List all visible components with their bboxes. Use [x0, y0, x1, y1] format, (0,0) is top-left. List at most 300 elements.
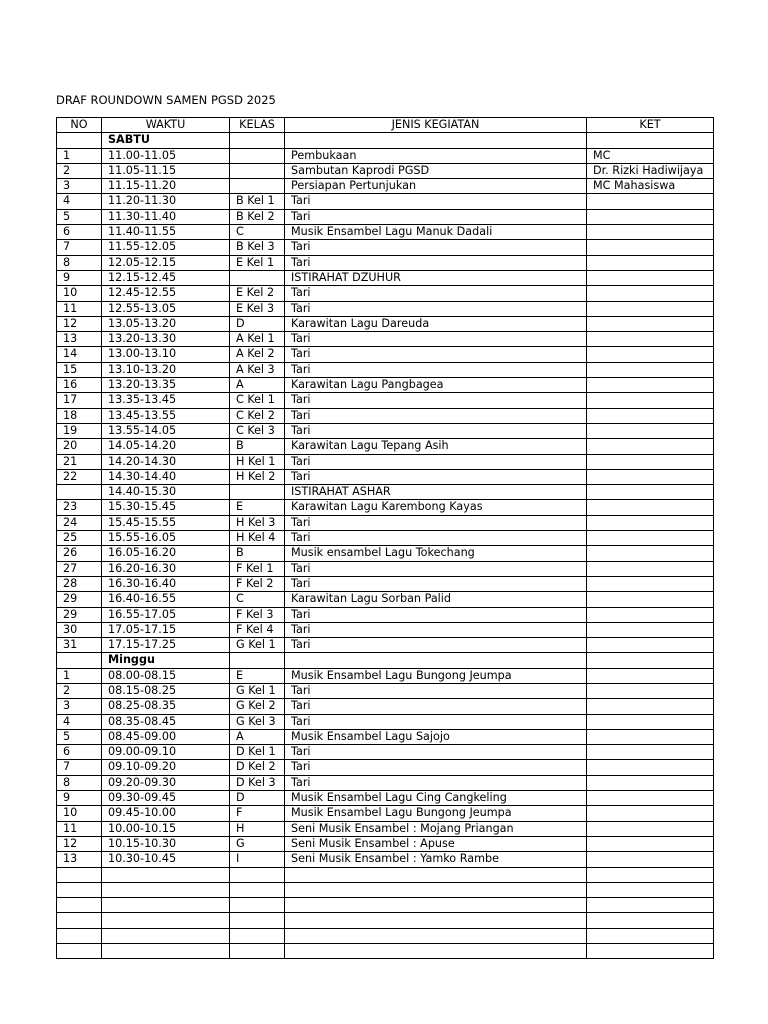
cell-jenis-kegiatan — [285, 133, 587, 148]
cell-waktu — [102, 898, 230, 913]
cell-no: 10 — [57, 286, 102, 301]
cell-no: 27 — [57, 561, 102, 576]
cell-no: 30 — [57, 622, 102, 637]
cell-waktu: 14.30-14.40 — [102, 469, 230, 484]
cell-no: 11 — [57, 821, 102, 836]
cell-waktu: 16.20-16.30 — [102, 561, 230, 576]
table-row — [57, 806, 714, 821]
cell-jenis-kegiatan — [285, 944, 587, 959]
cell-no: 9 — [57, 791, 102, 806]
table-row — [57, 653, 714, 668]
cell-ket — [587, 913, 714, 928]
table-row — [57, 163, 714, 178]
cell-waktu: 09.20-09.30 — [102, 775, 230, 790]
table-body — [57, 133, 714, 959]
cell-no: 1 — [57, 148, 102, 163]
cell-no: 13 — [57, 332, 102, 347]
cell-no: 29 — [57, 607, 102, 622]
cell-kelas: B Kel 2 — [230, 209, 285, 224]
cell-ket — [587, 653, 714, 668]
cell-waktu: 09.00-09.10 — [102, 745, 230, 760]
cell-waktu: 08.25-08.35 — [102, 699, 230, 714]
cell-ket — [587, 760, 714, 775]
cell-kelas: C — [230, 592, 285, 607]
cell-kelas: B — [230, 546, 285, 561]
cell-waktu: 15.55-16.05 — [102, 531, 230, 546]
cell-kelas: E — [230, 668, 285, 683]
cell-jenis-kegiatan: Seni Musik Ensambel : Yamko Rambe — [285, 852, 587, 867]
table-row — [57, 194, 714, 209]
cell-kelas: F Kel 4 — [230, 622, 285, 637]
cell-no: 5 — [57, 729, 102, 744]
cell-waktu: 11.20-11.30 — [102, 194, 230, 209]
table-row — [57, 699, 714, 714]
cell-jenis-kegiatan — [285, 867, 587, 882]
cell-ket — [587, 546, 714, 561]
table-row — [57, 836, 714, 851]
cell-ket — [587, 668, 714, 683]
cell-kelas: H Kel 1 — [230, 454, 285, 469]
cell-kelas — [230, 928, 285, 943]
cell-no: 14 — [57, 347, 102, 362]
table-row — [57, 469, 714, 484]
cell-ket — [587, 500, 714, 515]
cell-jenis-kegiatan: Tari — [285, 607, 587, 622]
cell-waktu: 11.15-11.20 — [102, 179, 230, 194]
cell-ket — [587, 561, 714, 576]
cell-jenis-kegiatan: ISTIRAHAT DZUHUR — [285, 270, 587, 285]
cell-ket — [587, 898, 714, 913]
cell-waktu: 13.45-13.55 — [102, 408, 230, 423]
cell-ket — [587, 531, 714, 546]
cell-ket: Dr. Rizki Hadiwijaya — [587, 163, 714, 178]
cell-ket — [587, 592, 714, 607]
cell-no: 24 — [57, 515, 102, 530]
table-row — [57, 500, 714, 515]
cell-no — [57, 882, 102, 897]
header-no: NO — [57, 118, 102, 133]
cell-jenis-kegiatan: Persiapan Pertunjukan — [285, 179, 587, 194]
cell-kelas: A — [230, 729, 285, 744]
cell-kelas: A Kel 3 — [230, 362, 285, 377]
cell-kelas: G Kel 3 — [230, 714, 285, 729]
table-row — [57, 362, 714, 377]
cell-kelas: D Kel 1 — [230, 745, 285, 760]
cell-no: 10 — [57, 806, 102, 821]
table-row — [57, 729, 714, 744]
cell-waktu: 10.00-10.15 — [102, 821, 230, 836]
cell-kelas — [230, 163, 285, 178]
cell-jenis-kegiatan: Karawitan Lagu Karembong Kayas — [285, 500, 587, 515]
cell-ket — [587, 683, 714, 698]
table-row — [57, 408, 714, 423]
cell-ket — [587, 714, 714, 729]
cell-ket — [587, 347, 714, 362]
cell-waktu: 13.20-13.30 — [102, 332, 230, 347]
cell-waktu: 14.20-14.30 — [102, 454, 230, 469]
cell-ket: MC Mahasiswa — [587, 179, 714, 194]
cell-jenis-kegiatan: Tari — [285, 561, 587, 576]
cell-jenis-kegiatan: Tari — [285, 760, 587, 775]
cell-waktu: 13.20-13.35 — [102, 378, 230, 393]
cell-no: 17 — [57, 393, 102, 408]
table-row — [57, 668, 714, 683]
table-row — [57, 133, 714, 148]
cell-ket — [587, 332, 714, 347]
table-row — [57, 607, 714, 622]
cell-jenis-kegiatan: Musik Ensambel Lagu Sajojo — [285, 729, 587, 744]
cell-jenis-kegiatan: Tari — [285, 454, 587, 469]
cell-jenis-kegiatan: Tari — [285, 531, 587, 546]
cell-no — [57, 133, 102, 148]
cell-jenis-kegiatan: Seni Musik Ensambel : Apuse — [285, 836, 587, 851]
rundown-table — [56, 117, 714, 959]
cell-waktu: 11.55-12.05 — [102, 240, 230, 255]
cell-waktu: 16.05-16.20 — [102, 546, 230, 561]
cell-no — [57, 913, 102, 928]
cell-waktu: 08.15-08.25 — [102, 683, 230, 698]
cell-jenis-kegiatan — [285, 898, 587, 913]
table-row — [57, 485, 714, 500]
cell-no: 4 — [57, 714, 102, 729]
cell-kelas: E Kel 2 — [230, 286, 285, 301]
table-row — [57, 638, 714, 653]
cell-waktu: SABTU — [102, 133, 230, 148]
cell-ket — [587, 791, 714, 806]
cell-ket — [587, 622, 714, 637]
cell-waktu: 08.35-08.45 — [102, 714, 230, 729]
cell-kelas — [230, 179, 285, 194]
cell-no: 25 — [57, 531, 102, 546]
table-row — [57, 286, 714, 301]
cell-kelas: G — [230, 836, 285, 851]
cell-jenis-kegiatan: Tari — [285, 408, 587, 423]
cell-ket — [587, 209, 714, 224]
table-row — [57, 179, 714, 194]
cell-ket — [587, 225, 714, 240]
cell-ket — [587, 301, 714, 316]
cell-ket — [587, 821, 714, 836]
cell-ket — [587, 607, 714, 622]
cell-ket — [587, 867, 714, 882]
table-row — [57, 882, 714, 897]
cell-jenis-kegiatan: Tari — [285, 194, 587, 209]
document-title: DRAF ROUNDOWN SAMEN PGSD 2025 — [56, 93, 276, 107]
cell-no: 4 — [57, 194, 102, 209]
cell-no: 13 — [57, 852, 102, 867]
cell-kelas: B — [230, 439, 285, 454]
cell-kelas: B Kel 3 — [230, 240, 285, 255]
cell-ket — [587, 362, 714, 377]
cell-ket — [587, 806, 714, 821]
cell-kelas — [230, 867, 285, 882]
cell-kelas: E — [230, 500, 285, 515]
cell-no: 20 — [57, 439, 102, 454]
cell-no: 18 — [57, 408, 102, 423]
table-row — [57, 714, 714, 729]
cell-kelas: G Kel 2 — [230, 699, 285, 714]
table-row — [57, 821, 714, 836]
cell-kelas: H — [230, 821, 285, 836]
cell-waktu: 13.00-13.10 — [102, 347, 230, 362]
cell-no: 2 — [57, 683, 102, 698]
cell-jenis-kegiatan: Musik Ensambel Lagu Cing Cangkeling — [285, 791, 587, 806]
cell-jenis-kegiatan: Tari — [285, 423, 587, 438]
cell-kelas: G Kel 1 — [230, 638, 285, 653]
cell-kelas — [230, 882, 285, 897]
cell-kelas: H Kel 3 — [230, 515, 285, 530]
cell-jenis-kegiatan: Tari — [285, 683, 587, 698]
cell-kelas: F — [230, 806, 285, 821]
cell-jenis-kegiatan: Tari — [285, 362, 587, 377]
table-row — [57, 225, 714, 240]
header-waktu: WAKTU — [102, 118, 230, 133]
cell-ket — [587, 515, 714, 530]
cell-waktu: 11.30-11.40 — [102, 209, 230, 224]
cell-kelas: F Kel 3 — [230, 607, 285, 622]
cell-jenis-kegiatan: Karawitan Lagu Sorban Palid — [285, 592, 587, 607]
cell-kelas — [230, 133, 285, 148]
table-row — [57, 148, 714, 163]
cell-no: 23 — [57, 500, 102, 515]
cell-kelas: D Kel 3 — [230, 775, 285, 790]
cell-no: 3 — [57, 179, 102, 194]
cell-no: 9 — [57, 270, 102, 285]
cell-no — [57, 485, 102, 500]
table-row — [57, 301, 714, 316]
cell-jenis-kegiatan: Musik Ensambel Lagu Bungong Jeumpa — [285, 668, 587, 683]
cell-waktu — [102, 928, 230, 943]
cell-no — [57, 867, 102, 882]
cell-ket — [587, 469, 714, 484]
cell-waktu: 09.45-10.00 — [102, 806, 230, 821]
cell-ket — [587, 882, 714, 897]
cell-no: 31 — [57, 638, 102, 653]
table-row — [57, 561, 714, 576]
cell-kelas — [230, 898, 285, 913]
cell-kelas: E Kel 3 — [230, 301, 285, 316]
cell-kelas: H Kel 4 — [230, 531, 285, 546]
table-row — [57, 622, 714, 637]
cell-no: 21 — [57, 454, 102, 469]
cell-ket: MC — [587, 148, 714, 163]
cell-ket — [587, 270, 714, 285]
cell-waktu: 09.30-09.45 — [102, 791, 230, 806]
cell-jenis-kegiatan: Tari — [285, 469, 587, 484]
table-row — [57, 944, 714, 959]
table-row — [57, 209, 714, 224]
cell-ket — [587, 852, 714, 867]
cell-kelas: C Kel 1 — [230, 393, 285, 408]
cell-kelas: D — [230, 316, 285, 331]
cell-ket — [587, 378, 714, 393]
cell-kelas: E Kel 1 — [230, 255, 285, 270]
cell-kelas: F Kel 2 — [230, 576, 285, 591]
cell-waktu: 13.35-13.45 — [102, 393, 230, 408]
table-row — [57, 745, 714, 760]
cell-no — [57, 653, 102, 668]
cell-no — [57, 898, 102, 913]
header-jenis-kegiatan: JENIS KEGIATAN — [285, 118, 587, 133]
cell-jenis-kegiatan: Tari — [285, 515, 587, 530]
cell-jenis-kegiatan: Tari — [285, 699, 587, 714]
cell-jenis-kegiatan: Tari — [285, 714, 587, 729]
table-row — [57, 423, 714, 438]
cell-ket — [587, 944, 714, 959]
cell-jenis-kegiatan: Tari — [285, 576, 587, 591]
cell-jenis-kegiatan — [285, 653, 587, 668]
cell-kelas — [230, 270, 285, 285]
cell-waktu — [102, 882, 230, 897]
cell-kelas — [230, 148, 285, 163]
cell-waktu: 11.40-11.55 — [102, 225, 230, 240]
cell-waktu: 08.00-08.15 — [102, 668, 230, 683]
cell-kelas: A Kel 1 — [230, 332, 285, 347]
cell-ket — [587, 408, 714, 423]
cell-jenis-kegiatan: Karawitan Lagu Pangbagea — [285, 378, 587, 393]
header-kelas: KELAS — [230, 118, 285, 133]
cell-jenis-kegiatan: Tari — [285, 301, 587, 316]
table-header-row — [57, 118, 714, 133]
table-row — [57, 255, 714, 270]
cell-no: 11 — [57, 301, 102, 316]
cell-waktu: 15.45-15.55 — [102, 515, 230, 530]
cell-jenis-kegiatan: Tari — [285, 638, 587, 653]
table-row — [57, 378, 714, 393]
cell-no: 12 — [57, 316, 102, 331]
cell-kelas: B Kel 1 — [230, 194, 285, 209]
cell-waktu: 08.45-09.00 — [102, 729, 230, 744]
cell-waktu: 13.05-13.20 — [102, 316, 230, 331]
cell-waktu: 15.30-15.45 — [102, 500, 230, 515]
table-row — [57, 898, 714, 913]
cell-no: 22 — [57, 469, 102, 484]
cell-no: 8 — [57, 775, 102, 790]
cell-no — [57, 928, 102, 943]
table-row — [57, 913, 714, 928]
cell-waktu: 16.40-16.55 — [102, 592, 230, 607]
cell-jenis-kegiatan — [285, 913, 587, 928]
table-row — [57, 515, 714, 530]
cell-jenis-kegiatan: Tari — [285, 347, 587, 362]
cell-jenis-kegiatan: Pembukaan — [285, 148, 587, 163]
cell-ket — [587, 423, 714, 438]
cell-waktu: 16.55-17.05 — [102, 607, 230, 622]
table-row — [57, 592, 714, 607]
cell-waktu — [102, 867, 230, 882]
table-row — [57, 531, 714, 546]
cell-waktu: 16.30-16.40 — [102, 576, 230, 591]
cell-waktu: 12.05-12.15 — [102, 255, 230, 270]
cell-kelas: G Kel 1 — [230, 683, 285, 698]
cell-no: 5 — [57, 209, 102, 224]
cell-kelas: I — [230, 852, 285, 867]
table-row — [57, 791, 714, 806]
cell-ket — [587, 638, 714, 653]
cell-ket — [587, 286, 714, 301]
cell-ket — [587, 439, 714, 454]
cell-jenis-kegiatan: ISTIRAHAT ASHAR — [285, 485, 587, 500]
cell-ket — [587, 133, 714, 148]
cell-ket — [587, 928, 714, 943]
cell-waktu: 10.15-10.30 — [102, 836, 230, 851]
cell-no: 8 — [57, 255, 102, 270]
cell-waktu — [102, 913, 230, 928]
cell-jenis-kegiatan: Seni Musik Ensambel : Mojang Priangan — [285, 821, 587, 836]
table-row — [57, 546, 714, 561]
cell-jenis-kegiatan: Tari — [285, 255, 587, 270]
table-row — [57, 347, 714, 362]
table-row — [57, 454, 714, 469]
cell-jenis-kegiatan: Musik Ensambel Lagu Manuk Dadali — [285, 225, 587, 240]
cell-waktu: 14.40-15.30 — [102, 485, 230, 500]
cell-no: 26 — [57, 546, 102, 561]
cell-jenis-kegiatan: Tari — [285, 286, 587, 301]
cell-no: 6 — [57, 225, 102, 240]
table-row — [57, 683, 714, 698]
cell-no — [57, 944, 102, 959]
cell-no: 6 — [57, 745, 102, 760]
cell-waktu: 17.15-17.25 — [102, 638, 230, 653]
cell-jenis-kegiatan: Tari — [285, 745, 587, 760]
cell-kelas: A — [230, 378, 285, 393]
cell-kelas: D — [230, 791, 285, 806]
cell-ket — [587, 576, 714, 591]
cell-ket — [587, 485, 714, 500]
cell-waktu: 13.10-13.20 — [102, 362, 230, 377]
cell-kelas: C Kel 2 — [230, 408, 285, 423]
cell-waktu: 14.05-14.20 — [102, 439, 230, 454]
cell-jenis-kegiatan: Karawitan Lagu Tepang Asih — [285, 439, 587, 454]
cell-ket — [587, 454, 714, 469]
cell-jenis-kegiatan: Tari — [285, 209, 587, 224]
table-row — [57, 393, 714, 408]
cell-no: 7 — [57, 240, 102, 255]
table-row — [57, 316, 714, 331]
cell-no: 16 — [57, 378, 102, 393]
cell-jenis-kegiatan: Tari — [285, 622, 587, 637]
table-row — [57, 240, 714, 255]
cell-ket — [587, 729, 714, 744]
cell-no: 2 — [57, 163, 102, 178]
cell-ket — [587, 745, 714, 760]
table-row — [57, 332, 714, 347]
cell-kelas: D Kel 2 — [230, 760, 285, 775]
cell-jenis-kegiatan — [285, 928, 587, 943]
cell-no: 3 — [57, 699, 102, 714]
cell-waktu: Minggu — [102, 653, 230, 668]
cell-waktu: 11.00-11.05 — [102, 148, 230, 163]
table-row — [57, 775, 714, 790]
cell-waktu: 12.55-13.05 — [102, 301, 230, 316]
table-row — [57, 760, 714, 775]
table-row — [57, 867, 714, 882]
cell-kelas — [230, 913, 285, 928]
cell-kelas: C — [230, 225, 285, 240]
cell-jenis-kegiatan — [285, 882, 587, 897]
cell-no: 15 — [57, 362, 102, 377]
cell-waktu: 13.55-14.05 — [102, 423, 230, 438]
cell-jenis-kegiatan: Tari — [285, 393, 587, 408]
table-row — [57, 928, 714, 943]
cell-ket — [587, 699, 714, 714]
cell-waktu: 10.30-10.45 — [102, 852, 230, 867]
cell-kelas — [230, 944, 285, 959]
cell-no: 7 — [57, 760, 102, 775]
cell-waktu — [102, 944, 230, 959]
table-row — [57, 576, 714, 591]
cell-ket — [587, 316, 714, 331]
